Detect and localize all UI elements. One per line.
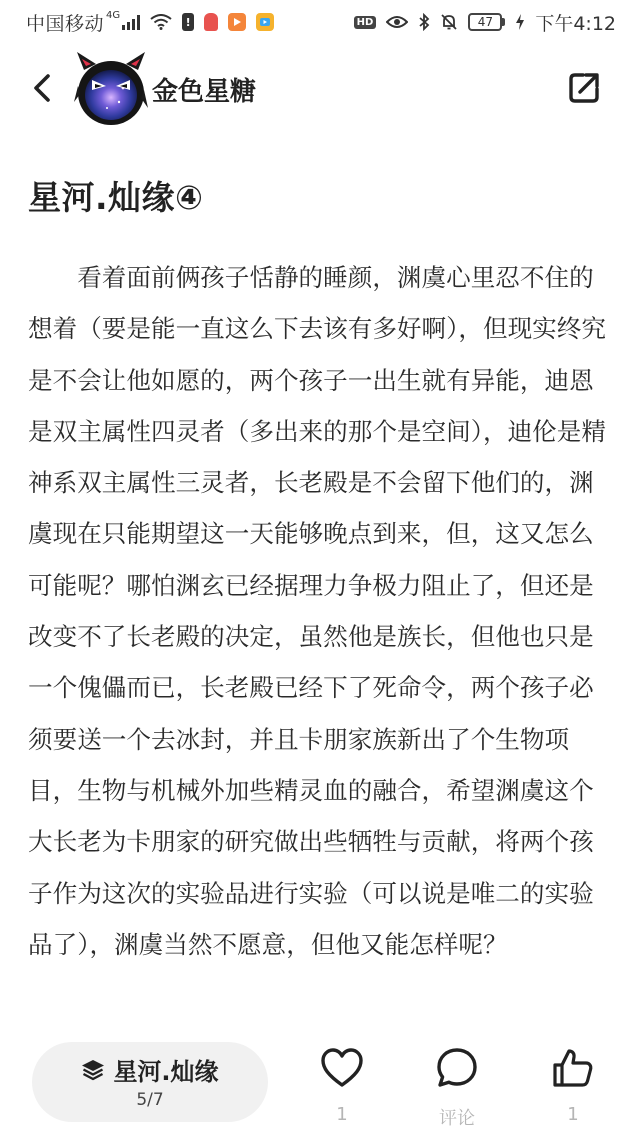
- alert-notification-icon: !: [182, 13, 194, 31]
- clock: 下午4:12: [535, 12, 616, 35]
- tv-app-notification-icon: [256, 13, 274, 31]
- carrier-name: 中国移动: [26, 12, 105, 35]
- back-button[interactable]: [24, 68, 60, 108]
- status-bar: [0, 0, 640, 46]
- thumbs-up-icon: [551, 1046, 595, 1090]
- collection-page-indicator: 5/7: [136, 1090, 164, 1110]
- like-count: 1: [336, 1104, 348, 1125]
- collection-button[interactable]: [32, 1042, 268, 1122]
- signal-icon: [122, 14, 140, 30]
- charging-icon: [515, 13, 525, 31]
- collection-name: 星河.灿缘: [113, 1058, 219, 1086]
- wifi-icon: [150, 14, 172, 30]
- author-avatar[interactable]: [74, 50, 148, 128]
- bottom-action-bar: [0, 1030, 640, 1138]
- status-right: [354, 8, 616, 36]
- share-icon: [566, 70, 602, 106]
- mute-bell-icon: [440, 13, 458, 31]
- status-left: [26, 8, 274, 36]
- collection-title-row: [32, 1052, 268, 1087]
- video-app-notification-icon: [228, 13, 246, 31]
- comment-icon: [435, 1046, 479, 1090]
- heart-icon: [320, 1046, 364, 1090]
- like-button[interactable]: [297, 1046, 387, 1132]
- battery-level: 47: [468, 13, 502, 31]
- app-notification-icon: [204, 13, 218, 31]
- network-type: 4G: [106, 9, 121, 21]
- comment-label: 评论: [439, 1108, 475, 1129]
- comment-button[interactable]: [412, 1046, 502, 1132]
- battery-icon: [468, 13, 505, 31]
- article-title: 星河.灿缘④: [28, 178, 204, 217]
- layers-icon: [81, 1059, 105, 1081]
- hd-badge: HD: [354, 16, 377, 29]
- chevron-left-icon: [31, 73, 53, 103]
- share-button[interactable]: [564, 68, 604, 108]
- bluetooth-icon: [418, 13, 430, 31]
- eye-comfort-icon: [386, 15, 408, 29]
- author-name[interactable]: 金色星糖: [152, 77, 257, 107]
- thumbs-up-button[interactable]: [528, 1046, 618, 1132]
- article-body: 看着面前俩孩子恬静的睡颜，渊虞心里忍不住的想着（要是能一直这么下去该有多好啊），但现实终究是不会让他如愿的，两个孩子一出生就有异能，迪恩是双主属性四灵者（多出来的那个是空间），迪伦是精神系双主属性三灵者，长老殿是不会留下他们的，渊虞现在只能期望这一天能够晚点到来，但，这又怎么可能呢？哪怕渊玄已经据理力争极力阻止了，但还是改变不了长老殿的决定，虽然他是族长，但他也只是一个傀儡而已，长老殿已经下了死命令，两个孩子必须要送一个去冰封，并且卡朋家族新出了个生物项目，生物与机械外加些精灵血的融合，希望渊虞这个大长老为卡朋家的研究做出些牺牲与贡献，将两个孩子作为这次的实验品进行实验（可以说是唯二的实验品了），渊虞当然不愿意，但他又能怎样呢？: [28, 263, 606, 959]
- article-header: [0, 46, 640, 132]
- thumbs-up-count: 1: [567, 1104, 579, 1125]
